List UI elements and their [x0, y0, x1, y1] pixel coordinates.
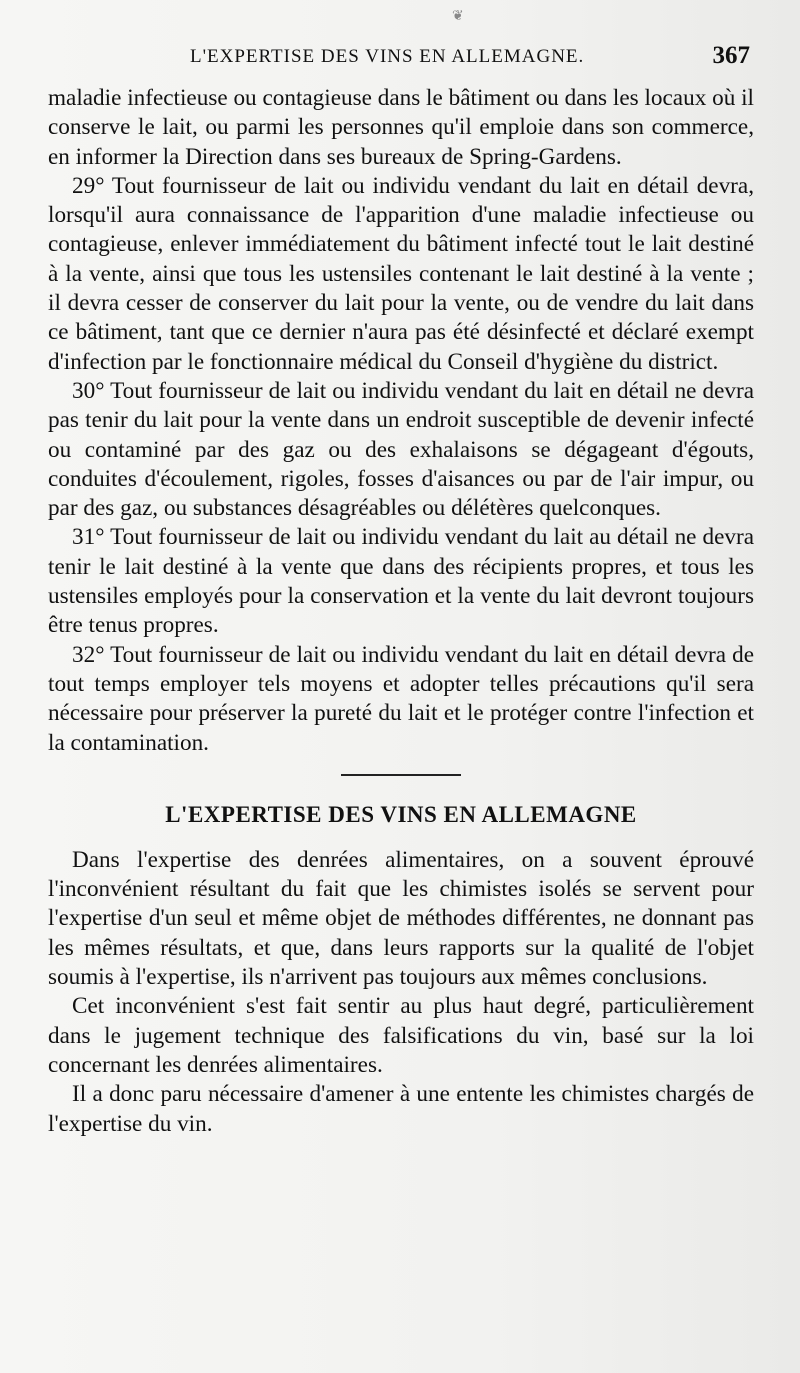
paragraph-article-31: 31° Tout fournisseur de lait ou individu vendant du lait au détail ne devra tenir le lait destiné à la vente que dans des récipients propres, et tous les ustensiles employés pour la conservation et la vente du lait devront toujours être tenus propres. [48, 524, 754, 639]
section-paragraph-3: Il a donc paru nécessaire d'amener à une entente les chimistes chargés de l'expertise du vin. [48, 1081, 754, 1137]
section-divider [341, 774, 461, 776]
paragraph-article-30: 30° Tout fournisseur de lait ou individu vendant du lait en détail ne devra pas tenir du lait pour la vente dans un endroit susceptible de devenir infecté ou contaminé par des gaz ou des exhalaisons se dégageant d'égouts, conduites d'écoulement, rigoles, fosses d'aisances ou par de l'air impur, ou par des gaz, ou substances désagréables ou délétères quelconques. [48, 377, 754, 522]
section-title: L'EXPERTISE DES VINS EN ALLEMAGNE [165, 801, 637, 827]
section-paragraph-2: Cet inconvénient s'est fait sentir au plus haut degré, particulièrement dans le jugement technique des falsifications du vin, basé sur la loi concernant les denrées alimentaires. [48, 993, 754, 1078]
paragraph-article-29: 29° Tout fournisseur de lait ou individu vendant du lait en détail devra, lorsqu'il aura connaissance de l'apparition d'une maladie infectieuse ou contagieuse, enlever immédiatement du bâtiment infecté tout le lait destiné à la vente, ainsi que tous les ustensiles contenant le lait destiné à la vente ; il devra cesser de conserver du lait pour la vente, ou de vendre du lait dans ce bâtiment, tant que ce dernier n'aura pas été désinfecté et déclaré exempt d'infection par le fonctionnaire médical du Conseil d'hygiène du district. [48, 172, 754, 375]
paragraph-continued: maladie infectieuse ou contagieuse dans le bâtiment ou dans les locaux où il conserve le lait, ou parmi les personnes qu'il emploie dans son commerce, en informer la Direction dans ses bureaux de Spring-Gardens. [48, 85, 754, 170]
running-header [190, 42, 760, 72]
paragraph-article-32: 32° Tout fournisseur de lait ou individu vendant du lait en détail devra de tout temps employer tels moyens et adopter telles précautions qu'il sera nécessaire pour préserver la pureté du lait et le protéger contre l'infection et la contamination. [48, 641, 754, 756]
ornament-mark: ❦ [452, 8, 464, 24]
running-title: L'EXPERTISE DES VINS EN ALLEMAGNE. [190, 46, 585, 67]
page-number: 367 [712, 42, 750, 69]
section-paragraph-1: Dans l'expertise des denrées alimentaires, on a souvent éprouvé l'inconvénient résultant du fait que les chimistes isolés se servent pour l'expertise d'un seul et même objet de méthodes différentes, ne donnant pas les mêmes résultats, et que, dans leurs rapports sur la qualité de l'objet soumis à l'expertise, ils n'arrivent pas toujours aux mêmes conclusions. [48, 846, 754, 991]
body-text [48, 84, 754, 1139]
